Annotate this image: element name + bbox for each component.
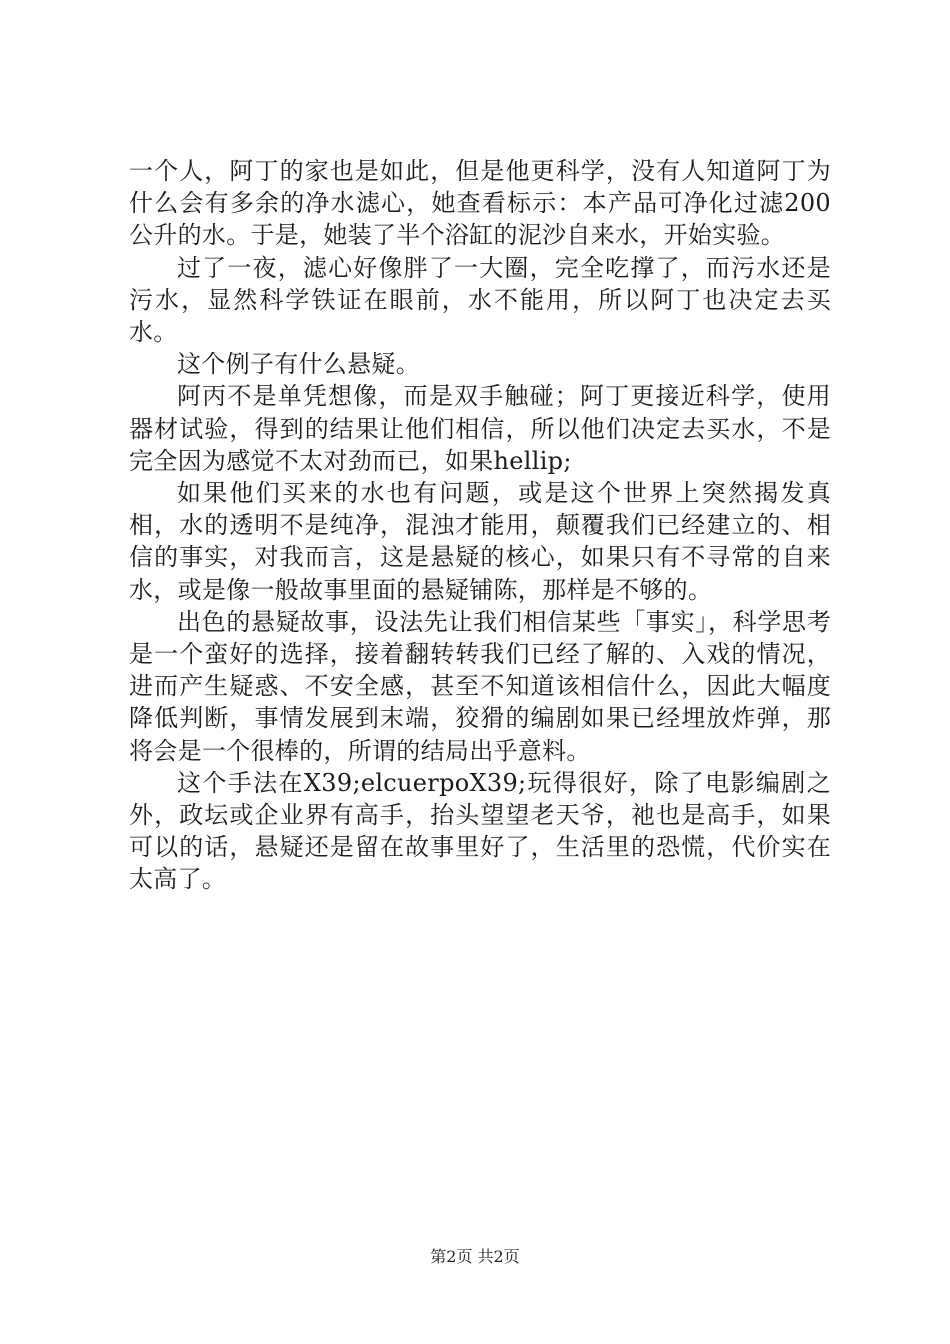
page-number-footer: 第2页 共2页 <box>430 1247 520 1266</box>
paragraph-3: 这个例子有什么悬疑。 <box>177 350 420 379</box>
paragraph-4: 阿丙不是单凭想像，而是双手触碰；阿丁更接近科学，使用器材试验，得到的结果让他们相信，所以他们决定去买水，不是完全因为感觉不太对劲而已，如果hellip; <box>129 382 831 475</box>
paragraph-6: 出色的悬疑故事，设法先让我们相信某些「事实」，科学思考是一个蛮好的选择，接着翻转转我们已经了解的、入戏的情况，进而产生疑惑、不安全感，甚至不知道该相信什么，因此大幅度降低判断，事情发展到末端，狡猾的编剧如果已经埋放炸弹，那将会是一个很棒的，所谓的结局出乎意料。 <box>129 607 831 765</box>
paragraph-2: 过了一夜，滤心好像胖了一大圈，完全吃撑了，而污水还是污水，显然科学铁证在眼前，水不能用，所以阿丁也决定去买水。 <box>129 253 831 347</box>
paragraph-1: 一个人，阿丁的家也是如此，但是他更科学，没有人知道阿丁为什么会有多余的净水滤心，她查看标示：本产品可净化过滤200公升的水。于是，她装了半个浴缸的泥沙自来水，开始实验。 <box>129 157 831 250</box>
paragraph-7: 这个手法在X39;elcuerpoX39;玩得很好，除了电影编剧之外，政坛或企业界有高手，抬头望望老天爷，祂也是高手，如果可以的话，悬疑还是留在故事里好了，生活里的恐慌，代价实在太高了。 <box>129 768 831 894</box>
document-body <box>129 155 831 896</box>
paragraph-5: 如果他们买来的水也有问题，或是这个世界上突然揭发真相，水的透明不是纯净，混浊才能用，颠覆我们已经建立的、相信的事实，对我而言，这是悬疑的核心，如果只有不寻常的自来水，或是像一般故事里面的悬疑铺陈，那样是不够的。 <box>129 479 831 604</box>
